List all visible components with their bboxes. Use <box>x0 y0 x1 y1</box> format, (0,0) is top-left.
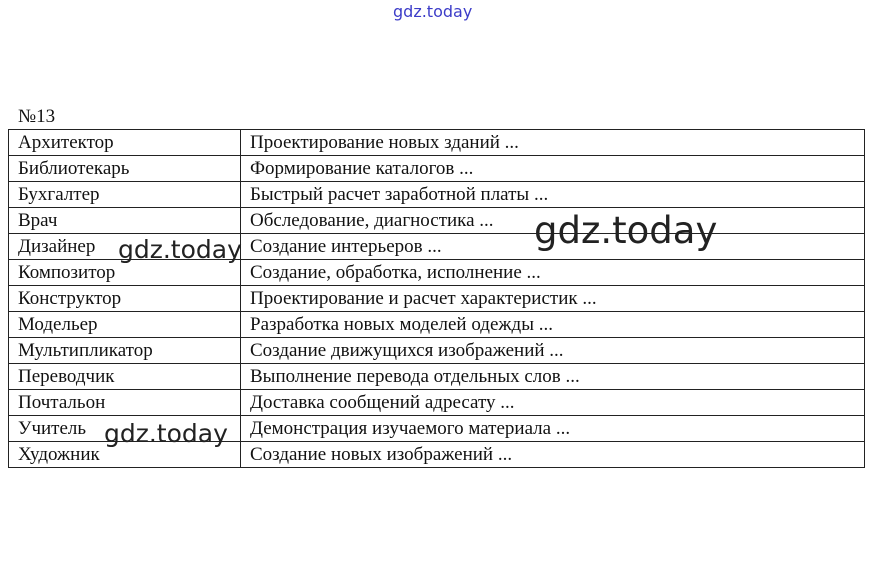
activity-cell: Создание движущихся изображений ... <box>241 338 865 364</box>
profession-cell: Учитель <box>9 416 241 442</box>
profession-cell: Бухгалтер <box>9 182 241 208</box>
profession-cell: Композитор <box>9 260 241 286</box>
professions-table <box>8 129 865 468</box>
activity-cell: Демонстрация изучаемого материала ... <box>241 416 865 442</box>
activity-cell: Разработка новых моделей одежды ... <box>241 312 865 338</box>
profession-cell: Архитектор <box>9 130 241 156</box>
activity-cell: Проектирование и расчет характеристик ... <box>241 286 865 312</box>
activity-cell: Создание интерьеров ... <box>241 234 865 260</box>
table-row <box>9 286 865 312</box>
table-row <box>9 442 865 468</box>
table-row <box>9 390 865 416</box>
watermark-overlay-large: gdz.today <box>534 209 718 252</box>
profession-cell: Конструктор <box>9 286 241 312</box>
profession-cell: Художник <box>9 442 241 468</box>
table-row <box>9 234 865 260</box>
profession-cell: Модельер <box>9 312 241 338</box>
watermark-top: gdz.today <box>393 2 473 21</box>
table-row <box>9 208 865 234</box>
activity-cell: Выполнение перевода отдельных слов ... <box>241 364 865 390</box>
table-row <box>9 156 865 182</box>
activity-cell: Обследование, диагностика ... <box>241 208 865 234</box>
profession-cell: Врач <box>9 208 241 234</box>
table-row <box>9 338 865 364</box>
task-number: №13 <box>18 106 56 127</box>
table-row <box>9 364 865 390</box>
table-row <box>9 312 865 338</box>
activity-cell: Быстрый расчет заработной платы ... <box>241 182 865 208</box>
activity-cell: Создание, обработка, исполнение ... <box>241 260 865 286</box>
watermark-overlay-middle: gdz.today <box>118 235 242 264</box>
activity-cell: Формирование каталогов ... <box>241 156 865 182</box>
table-row <box>9 130 865 156</box>
profession-cell: Дизайнер <box>9 234 241 260</box>
table-row <box>9 416 865 442</box>
profession-cell: Библиотекарь <box>9 156 241 182</box>
table-row <box>9 182 865 208</box>
profession-cell: Мультипликатор <box>9 338 241 364</box>
activity-cell: Доставка сообщений адресату ... <box>241 390 865 416</box>
activity-cell: Проектирование новых зданий ... <box>241 130 865 156</box>
activity-cell: Создание новых изображений ... <box>241 442 865 468</box>
profession-cell: Переводчик <box>9 364 241 390</box>
watermark-overlay-lower: gdz.today <box>104 419 228 448</box>
profession-cell: Почтальон <box>9 390 241 416</box>
table-row <box>9 260 865 286</box>
